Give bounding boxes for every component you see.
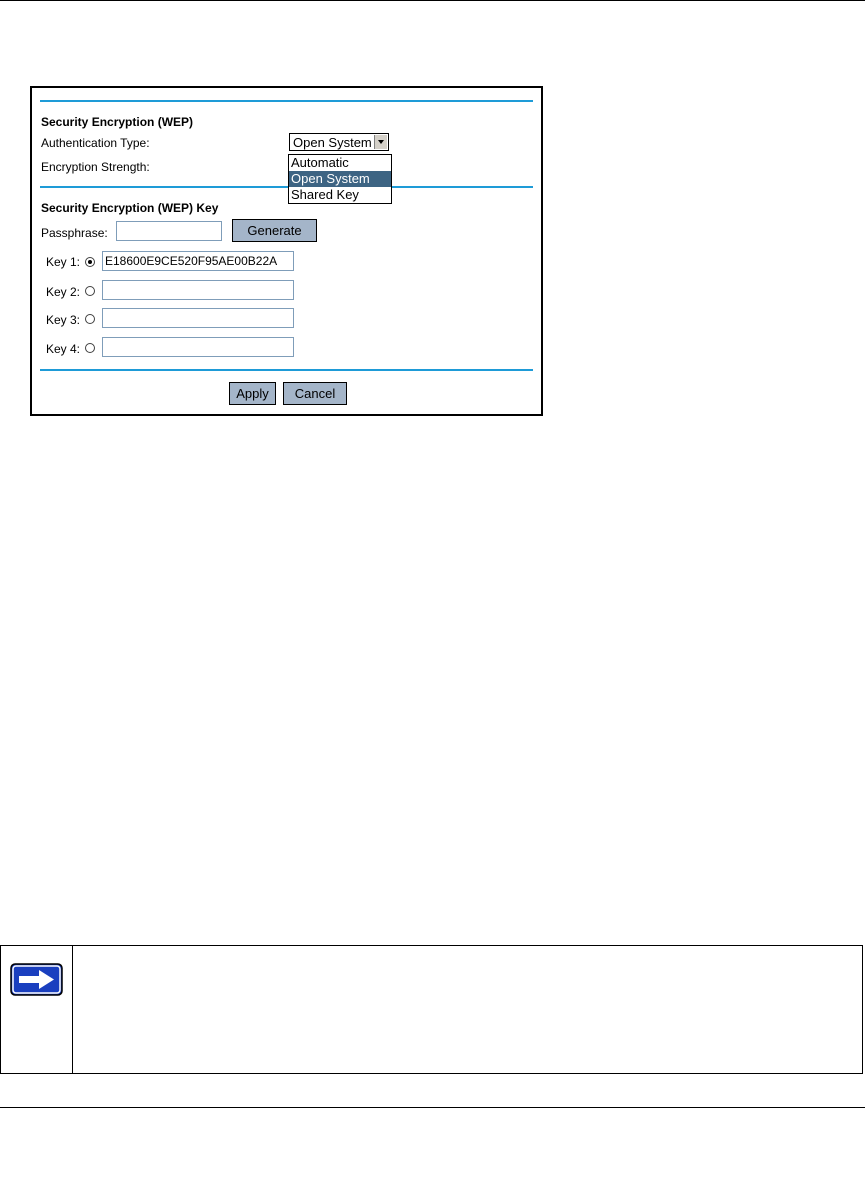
auth-option-automatic[interactable]: Automatic <box>291 155 349 170</box>
generate-button[interactable]: Generate <box>232 219 317 242</box>
auth-type-select[interactable] <box>289 133 389 151</box>
passphrase-input[interactable] <box>116 221 222 241</box>
key-1-radio[interactable] <box>85 257 95 267</box>
key-2-radio[interactable] <box>85 286 95 296</box>
encryption-strength-label: Encryption Strength: <box>41 160 150 174</box>
section-divider <box>40 369 533 371</box>
key-1-label: Key 1: <box>46 255 81 269</box>
key-1-input[interactable]: E18600E9CE520F95AE00B22A <box>102 251 294 271</box>
section-divider <box>40 186 533 188</box>
key-3-input[interactable] <box>102 308 294 328</box>
passphrase-label: Passphrase: <box>41 226 108 240</box>
key-3-label: Key 3: <box>46 313 81 327</box>
note-divider <box>72 946 73 1073</box>
wep-settings-panel <box>30 86 543 416</box>
key-4-label: Key 4: <box>46 342 81 356</box>
key-section-title: Security Encryption (WEP) Key <box>41 201 219 215</box>
key-4-radio[interactable] <box>85 343 95 353</box>
page-bottom-rule <box>0 1107 865 1108</box>
auth-option-open-system[interactable]: Open System <box>289 171 391 187</box>
key-2-label: Key 2: <box>46 285 81 299</box>
page-top-rule <box>0 0 865 1</box>
note-box <box>0 945 863 1074</box>
auth-type-dropdown-list <box>288 154 392 204</box>
wep-section-title: Security Encryption (WEP) <box>41 115 194 129</box>
auth-type-label: Authentication Type: <box>41 136 150 150</box>
key-2-input[interactable] <box>102 280 294 300</box>
auth-type-selected-value: Open System <box>293 135 372 150</box>
key-4-input[interactable] <box>102 337 294 357</box>
key-3-radio[interactable] <box>85 314 95 324</box>
auth-option-shared-key[interactable]: Shared Key <box>291 187 359 202</box>
chevron-down-icon[interactable] <box>374 135 387 149</box>
arrow-right-icon <box>10 963 63 996</box>
section-divider <box>40 100 533 102</box>
apply-button[interactable]: Apply <box>229 382 276 405</box>
cancel-button[interactable]: Cancel <box>283 382 347 405</box>
